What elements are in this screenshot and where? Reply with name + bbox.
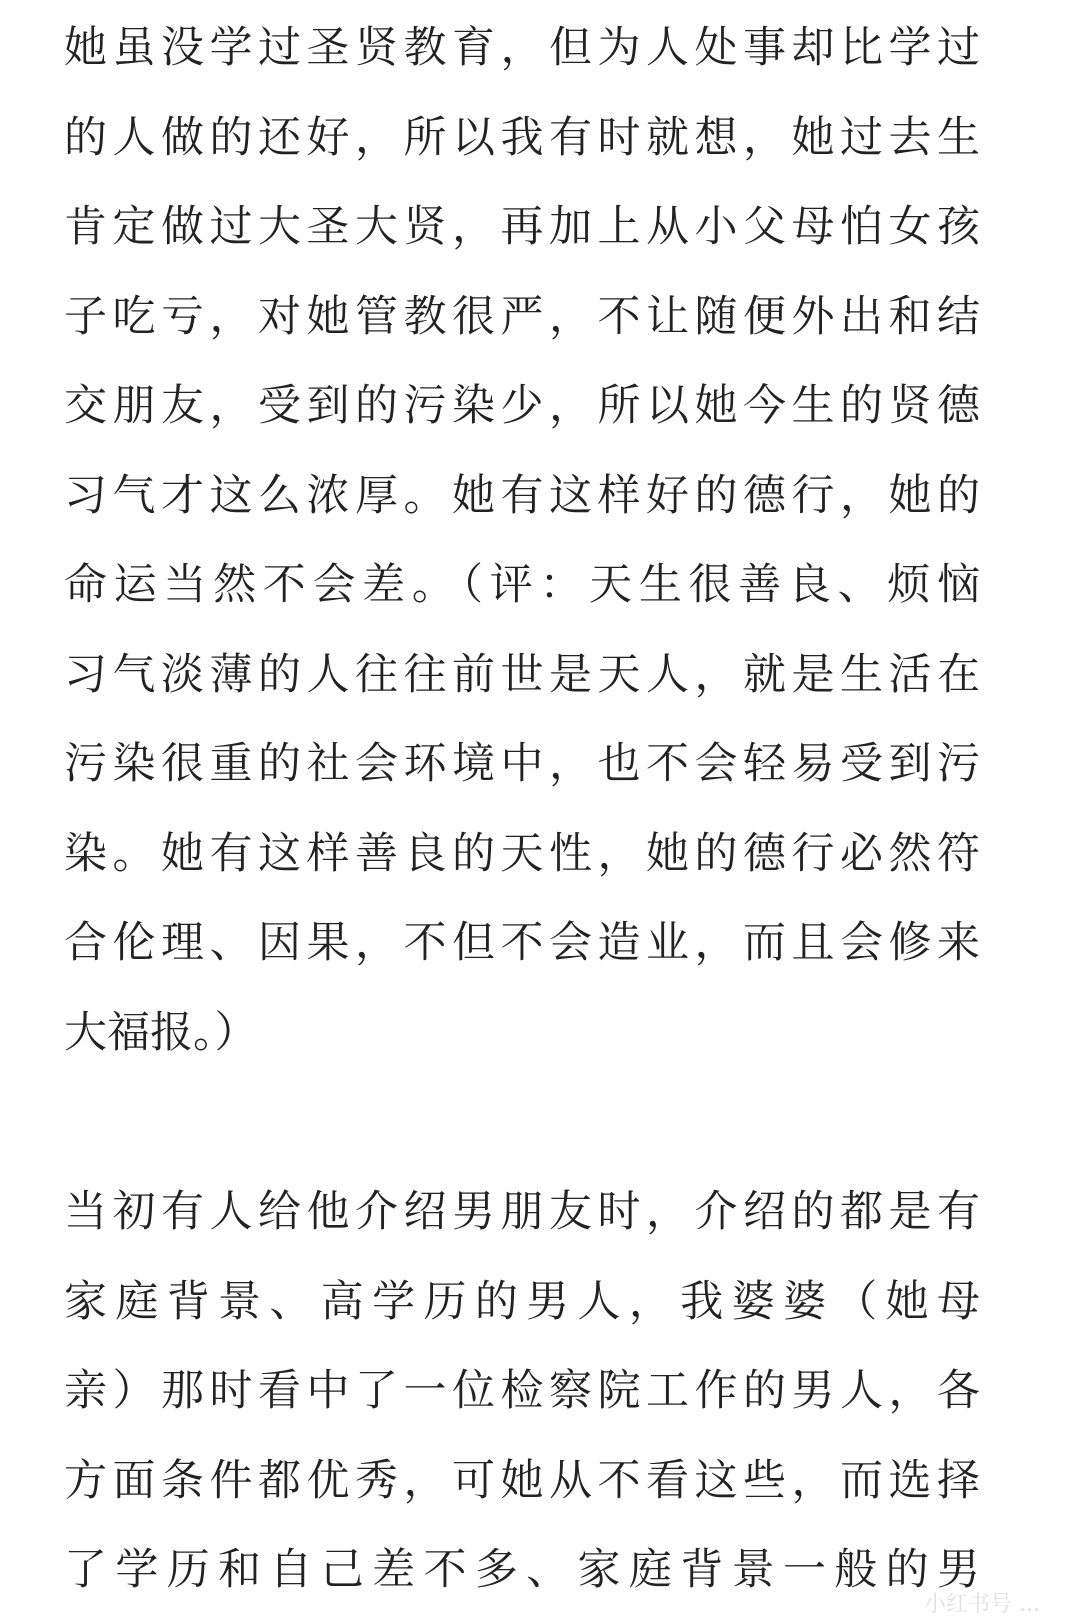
- text-line: 的人做的还好，所以我有时就想，她过去生: [64, 112, 980, 163]
- text-line: 方面条件都优秀，可她从不看这些，而选择: [64, 1455, 980, 1506]
- text-line: 染。她有这样善良的天性，她的德行必然符: [64, 828, 980, 879]
- text-line: 家庭背景、高学历的男人，我婆婆（她母: [64, 1276, 980, 1327]
- paragraph-gap: [64, 1078, 980, 1168]
- text-line: 污染很重的社会环境中，也不会轻易受到污: [64, 739, 980, 789]
- paragraph-1: [64, 4, 980, 1078]
- watermark: 小红书号 ...: [924, 1592, 1040, 1617]
- paragraph-2: [64, 1168, 980, 1616]
- text-line: 她虽没学过圣贤教育，但为人处事却比学过: [64, 23, 980, 73]
- text-line: 交朋友，受到的污染少，所以她今生的贤德: [64, 381, 980, 431]
- text-line: 了学历和自己差不多、家庭背景一般的男: [64, 1545, 980, 1595]
- text-line: 当初有人给他介绍男朋友时，介绍的都是有: [64, 1187, 980, 1237]
- text-line: 肯定做过大圣大贤，再加上从小父母怕女孩: [64, 202, 980, 252]
- article-body: [64, 4, 980, 1616]
- text-line: 大福报。）: [64, 1007, 258, 1058]
- text-line: 习气才这么浓厚。她有这样好的德行，她的: [64, 470, 980, 521]
- text-line: 习气淡薄的人往往前世是天人，就是生活在: [64, 649, 980, 700]
- text-line: 命运当然不会差。（评：天生很善良、烦恼: [64, 560, 980, 610]
- text-line: 合伦理、因果，不但不会造业，而且会修来: [64, 918, 980, 968]
- text-line: 子吃亏，对她管教很严，不让随便外出和结: [64, 291, 980, 342]
- text-line: 亲）那时看中了一位检察院工作的男人，各: [64, 1366, 980, 1416]
